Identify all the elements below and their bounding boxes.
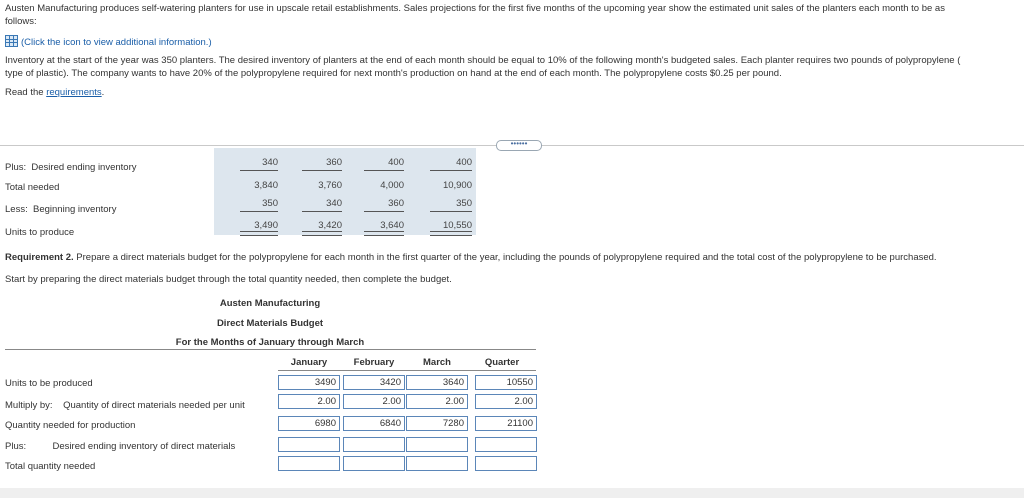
total-qty-input-february[interactable] (343, 456, 405, 471)
header-rule (5, 349, 536, 350)
prod-cell: 4,000 (380, 180, 404, 191)
col-march: March (423, 357, 451, 368)
plus-prefix: Plus: (5, 441, 27, 452)
total-qty-input-march[interactable] (406, 456, 468, 471)
ending-inv-input-february[interactable] (343, 437, 405, 452)
total-qty-input-quarter[interactable] (475, 456, 537, 471)
prod-label-total: Total needed (5, 182, 60, 193)
qty-prod-input-january[interactable]: 6980 (278, 416, 340, 431)
requirements-link[interactable]: requirements (46, 87, 102, 98)
budget-label-qty-prod: Quantity needed for production (5, 420, 136, 431)
prod-label-units: Units to produce (5, 227, 75, 238)
additional-info-link[interactable] (5, 35, 212, 48)
prod-cell: 3,490 (254, 220, 278, 231)
double-underline (302, 231, 342, 236)
budget-label-units: Units to be produced (5, 378, 93, 389)
budget-period: For the Months of January through March (175, 337, 365, 348)
qty-prod-input-march[interactable]: 7280 (406, 416, 468, 431)
qty-prod-input-february[interactable]: 6840 (343, 416, 405, 431)
mult-prefix: Multiply by: (5, 400, 53, 411)
double-underline (430, 231, 472, 236)
underline (240, 211, 278, 212)
read-requirements (5, 87, 104, 98)
prod-cell: 10,900 (442, 180, 472, 191)
budget-label-mult (5, 400, 245, 411)
read-suffix: . (101, 87, 105, 98)
column-rule (278, 370, 536, 371)
qty-per-unit-input-february[interactable]: 2.00 (343, 394, 405, 409)
budget-label-total: Total quantity needed (5, 461, 96, 472)
budget-title: Direct Materials Budget (216, 318, 324, 329)
prod-cell: 3,840 (254, 180, 278, 191)
prod-cell: 350 (456, 198, 472, 209)
units-input-march[interactable]: 3640 (406, 375, 468, 390)
qty-per-unit-input-january[interactable]: 2.00 (278, 394, 340, 409)
prod-cell: 3,760 (318, 180, 342, 191)
total-qty-input-january[interactable] (278, 456, 340, 471)
intro-line-1: Austen Manufacturing produces self-watering planters for use in upscale retail establishments. Sales projections for the first five months of the upcoming year show the estimated unit sales of the planters each month to be as (5, 3, 945, 14)
requirement-2 (5, 252, 937, 263)
units-input-january[interactable]: 3490 (278, 375, 340, 390)
prod-cell: 400 (456, 157, 472, 168)
underline (430, 170, 472, 171)
prod-cell: 400 (388, 157, 404, 168)
underline (302, 211, 342, 212)
prod-cell: 350 (262, 198, 278, 209)
prod-cell: 340 (326, 198, 342, 209)
col-february: February (353, 357, 395, 368)
prod-cell: 10,550 (442, 220, 472, 231)
prod-label-plus (5, 162, 137, 173)
prod-cell: 360 (326, 157, 342, 168)
prod-cell: 3,420 (318, 220, 342, 231)
additional-info-text[interactable]: (Click the icon to view additional information.) (21, 37, 212, 48)
units-input-february[interactable]: 3420 (343, 375, 405, 390)
budget-label-plus (5, 441, 235, 452)
less-label: Beginning inventory (33, 204, 117, 215)
underline (430, 211, 472, 212)
plus-label: Desired ending inventory (31, 162, 137, 173)
inventory-line-2: type of plastic). The company wants to have 20% of the polypropylene required for next month's production on hand at the end of each month. The polypropylene costs $0.25 per pound. (5, 68, 782, 79)
plus-label: Desired ending inventory of direct materials (52, 441, 236, 452)
underline (302, 170, 342, 171)
less-prefix: Less: (5, 204, 28, 215)
prod-cell: 3,640 (380, 220, 404, 231)
budget-company: Austen Manufacturing (219, 298, 321, 309)
qty-per-unit-input-quarter[interactable]: 2.00 (475, 394, 537, 409)
units-input-quarter[interactable]: 10550 (475, 375, 537, 390)
underline (364, 170, 404, 171)
qty-per-unit-input-march[interactable]: 2.00 (406, 394, 468, 409)
plus-prefix: Plus: (5, 162, 27, 173)
bottom-bar (0, 488, 1024, 498)
underline (240, 170, 278, 171)
ending-inv-input-quarter[interactable] (475, 437, 537, 452)
double-underline (240, 231, 278, 236)
table-icon[interactable] (5, 35, 18, 47)
read-prefix: Read the (5, 87, 47, 98)
inventory-line-1: Inventory at the start of the year was 350 planters. The desired inventory of planters at the end of each month should be equal to 10% of the following month's budgeted sales. Each planter requires two pounds of polypropylene ( (5, 55, 961, 66)
prod-cell: 340 (262, 157, 278, 168)
requirement-start: Start by preparing the direct materials budget through the total quantity needed, then complete the budget. (5, 274, 452, 285)
ending-inv-input-march[interactable] (406, 437, 468, 452)
qty-prod-input-quarter[interactable]: 21100 (475, 416, 537, 431)
double-underline (364, 231, 404, 236)
prod-label-less (5, 204, 116, 215)
underline (364, 211, 404, 212)
expand-button[interactable]: •••••• (496, 140, 542, 151)
requirement-2-text: Prepare a direct materials budget for the polypropylene for each month in the first quarter of the year, including the pounds of polypropylene required and the total cost of the polypropylene to be purchased. (73, 252, 937, 263)
mult-label: Quantity of direct materials needed per unit (63, 400, 245, 411)
ending-inv-input-january[interactable] (278, 437, 340, 452)
col-january: January (290, 357, 328, 368)
prod-cell: 360 (388, 198, 404, 209)
requirement-2-label: Requirement 2. (5, 252, 74, 263)
intro-line-2: follows: (5, 16, 37, 27)
col-quarter: Quarter (484, 357, 520, 368)
